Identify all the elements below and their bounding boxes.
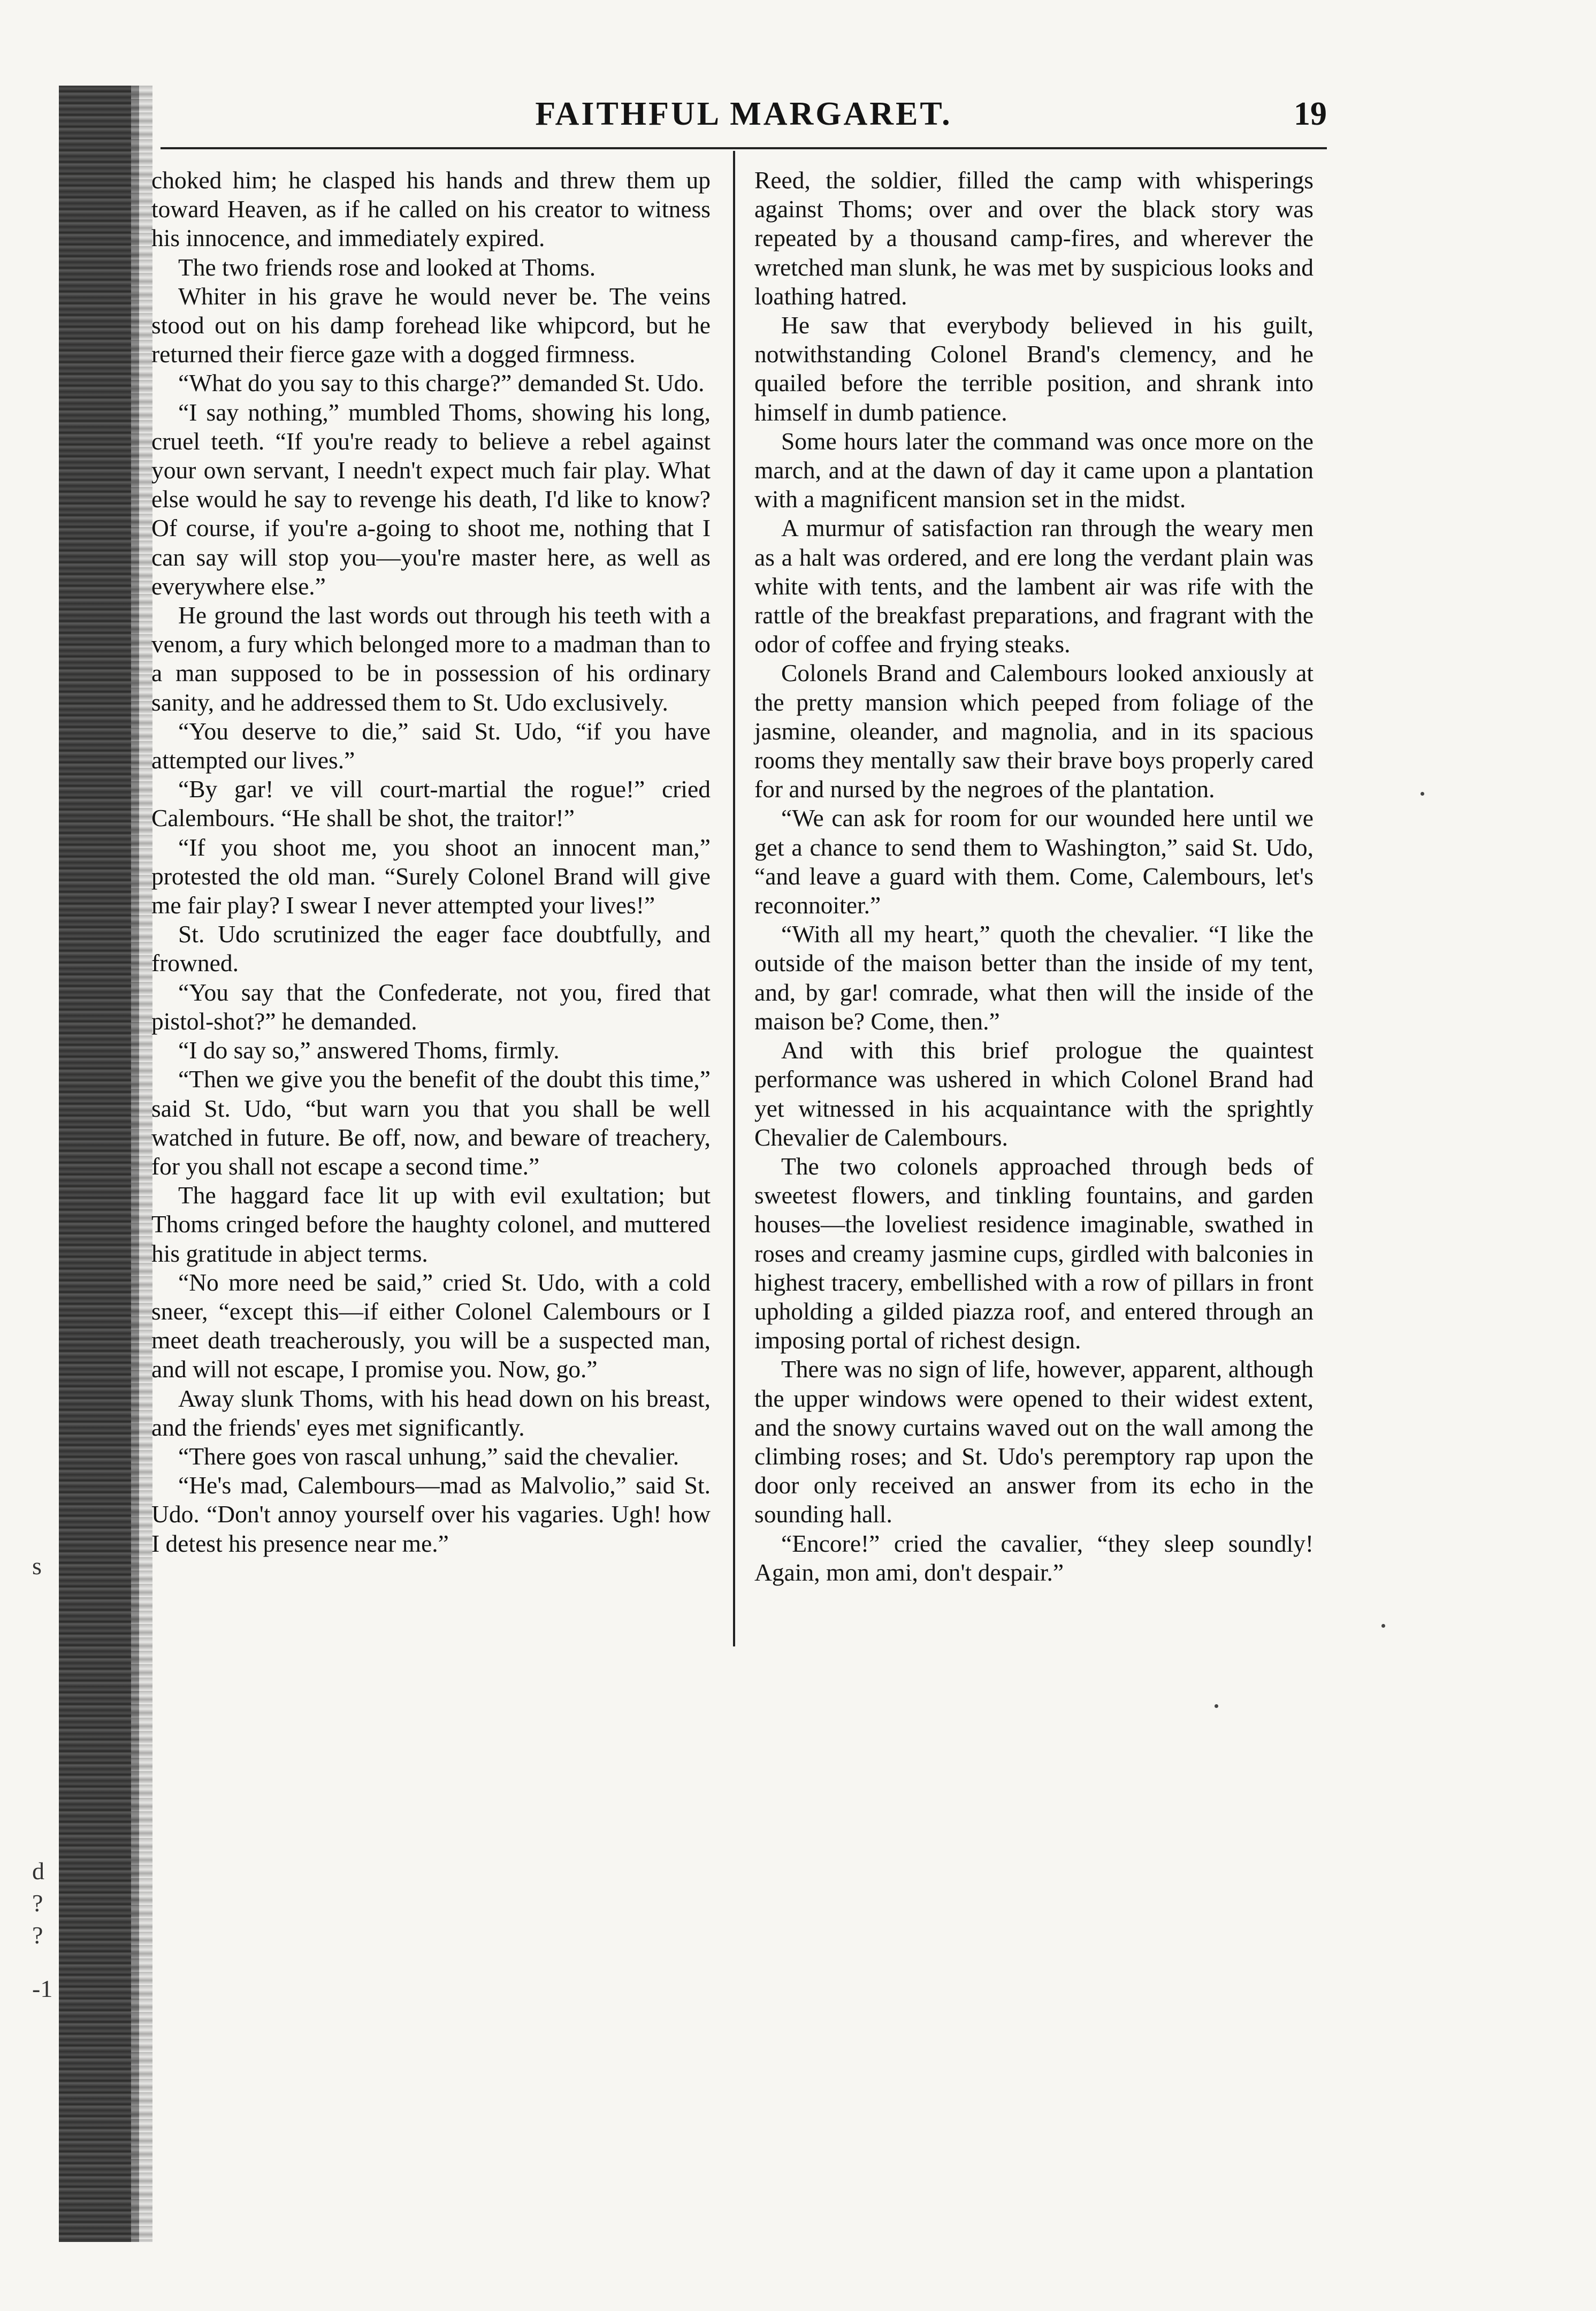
paragraph: Reed, the soldier, filled the camp with whisperings against Thoms; over and over the black story was repeated by a thousand camp-fires, and wherever the wretched man slunk, he was met by suspicious looks and loathing hatred.: [754, 166, 1314, 310]
header-rule: [161, 147, 1327, 149]
page-binding-shadow: [59, 86, 139, 2242]
paragraph: A murmur of satisfaction ran through the weary men as a halt was ordered, and ere long the verdant plain was white with tents, and the lambent air was rife with the rattle of the breakfast preparations, and fragrant with the odor of coffee and frying steaks.: [754, 514, 1314, 658]
paragraph: “With all my heart,” quoth the chevalier. “I like the outside of the maison better than the inside of my tent, and, by gar! comrade, what then will the inside of the maison be? Come, then.”: [754, 920, 1314, 1035]
paragraph: St. Udo scrutinized the eager face doubtfully, and frowned.: [151, 920, 711, 977]
paragraph: “Encore!” cried the cavalier, “they sleep soundly! Again, mon ami, don't despair.”: [754, 1529, 1314, 1586]
paragraph: Whiter in his grave he would never be. The veins stood out on his damp forehead like whipcord, but he returned their fierce gaze with a dogged firmness.: [151, 282, 711, 368]
paragraph: “We can ask for room for our wounded here until we get a chance to send them to Washington,” said St. Udo, “and leave a guard with them. Come, Calembours, let's reconnoiter.”: [754, 804, 1314, 919]
paragraph: Colonels Brand and Calembours looked anxiously at the pretty mansion which peeped from foliage of the jasmine, oleander, and magnolia, and in its spacious rooms they mentally saw their brave boys properly cared for and nursed by the negroes of the plantation.: [754, 659, 1314, 803]
paragraph: Some hours later the command was once more on the march, and at the dawn of day it came upon a plantation with a magnificent mansion set in the midst.: [754, 427, 1314, 513]
paragraph: “You say that the Confederate, not you, fired that pistol-shot?” he demanded.: [151, 978, 711, 1035]
paragraph: “By gar! ve vill court-martial the rogue!” cried Calembours. “He shall be shot, the traitor!”: [151, 775, 711, 832]
paragraph: “What do you say to this charge?” demanded St. Udo.: [178, 369, 705, 397]
margin-mark: s: [32, 1552, 42, 1580]
paragraph: “If you shoot me, you shoot an innocent man,” protested the old man. “Surely Colonel Brand will give me fair play? I swear I never attempted your lives!”: [151, 833, 711, 919]
left-column: [151, 166, 711, 1558]
running-title: FAITHFUL MARGARET.: [535, 96, 952, 132]
paragraph: “No more need be said,” cried St. Udo, with a cold sneer, “except this—if either Colonel Calembours or I meet death treacherously, you will be a suspected man, and will not escape, I promise you. Now, go.”: [151, 1268, 711, 1383]
page-number: 19: [1294, 96, 1327, 132]
right-column: [754, 166, 1314, 1587]
page-header: [161, 91, 1327, 150]
paragraph: The haggard face lit up with evil exultation; but Thoms cringed before the haughty colonel, and muttered his gratitude in abject terms.: [151, 1181, 711, 1267]
margin-mark: -1: [32, 1975, 53, 2002]
page-binding-edge: [131, 86, 152, 2242]
paragraph: He ground the last words out through his teeth with a venom, a fury which belonged more to a madman than to a man supposed to be in possession of his ordinary sanity, and he addressed them to St. Udo exclusively.: [151, 601, 711, 716]
paragraph: “He's mad, Calembours—mad as Malvolio,” said St. Udo. “Don't annoy yourself over his vagaries. Ugh! how I detest his presence near me.”: [151, 1471, 711, 1557]
paragraph: Away slunk Thoms, with his head down on his breast, and the friends' eyes met significantly.: [151, 1384, 711, 1441]
margin-mark: ?: [32, 1889, 43, 1917]
paragraph: choked him; he clasped his hands and threw them up toward Heaven, as if he called on his creator to witness his innocence, and immediately expired.: [151, 166, 711, 252]
paragraph: There was no sign of life, however, apparent, although the upper windows were opened to their widest extent, and the snowy curtains waved out on the wall among the climbing roses; and St. Udo's peremptory rap upon the door only received an answer from its echo in the sounding hall.: [754, 1355, 1314, 1528]
paragraph: “There goes von rascal unhung,” said the chevalier.: [178, 1442, 679, 1470]
paragraph: “You deserve to die,” said St. Udo, “if you have attempted our lives.”: [151, 717, 711, 774]
paragraph: And with this brief prologue the quaintest performance was ushered in which Colonel Brand had yet witnessed in his acquaintance with the sprightly Chevalier de Calembours.: [754, 1036, 1314, 1151]
column-divider: [733, 151, 735, 1646]
paragraph: “Then we give you the benefit of the doubt this time,” said St. Udo, “but warn you that you shall be well watched in future. Be off, now, and beware of treachery, for you shall not escape a second time.”: [151, 1065, 711, 1180]
print-speck: [1381, 1624, 1385, 1628]
paragraph: He saw that everybody believed in his guilt, notwithstanding Colonel Brand's clemency, and he quailed before the terrible position, and shrank into himself in dumb patience.: [754, 311, 1314, 426]
print-speck: [1215, 1704, 1218, 1708]
print-speck: [1421, 792, 1424, 796]
paragraph: The two colonels approached through beds of sweetest flowers, and tinkling fountains, and garden houses—the loveliest residence imaginable, swathed in roses and creamy jasmine cups, girdled with balconies in highest tracery, embellished with a row of pillars in front upholding a gilded piazza roof, and entered through an imposing portal of richest design.: [754, 1152, 1314, 1354]
margin-mark: ?: [32, 1921, 43, 1949]
paragraph: The two friends rose and looked at Thoms.: [178, 253, 596, 281]
margin-mark: d: [32, 1857, 44, 1885]
paragraph: “I say nothing,” mumbled Thoms, showing his long, cruel teeth. “If you're ready to believe a rebel against your own servant, I needn't expect much fair play. What else would he say to revenge his death, I'd like to know? Of course, if you're a-going to shoot me, nothing that I can say will stop you—you're master here, as well as everywhere else.”: [151, 398, 711, 600]
paragraph: “I do say so,” answered Thoms, firmly.: [178, 1036, 560, 1064]
